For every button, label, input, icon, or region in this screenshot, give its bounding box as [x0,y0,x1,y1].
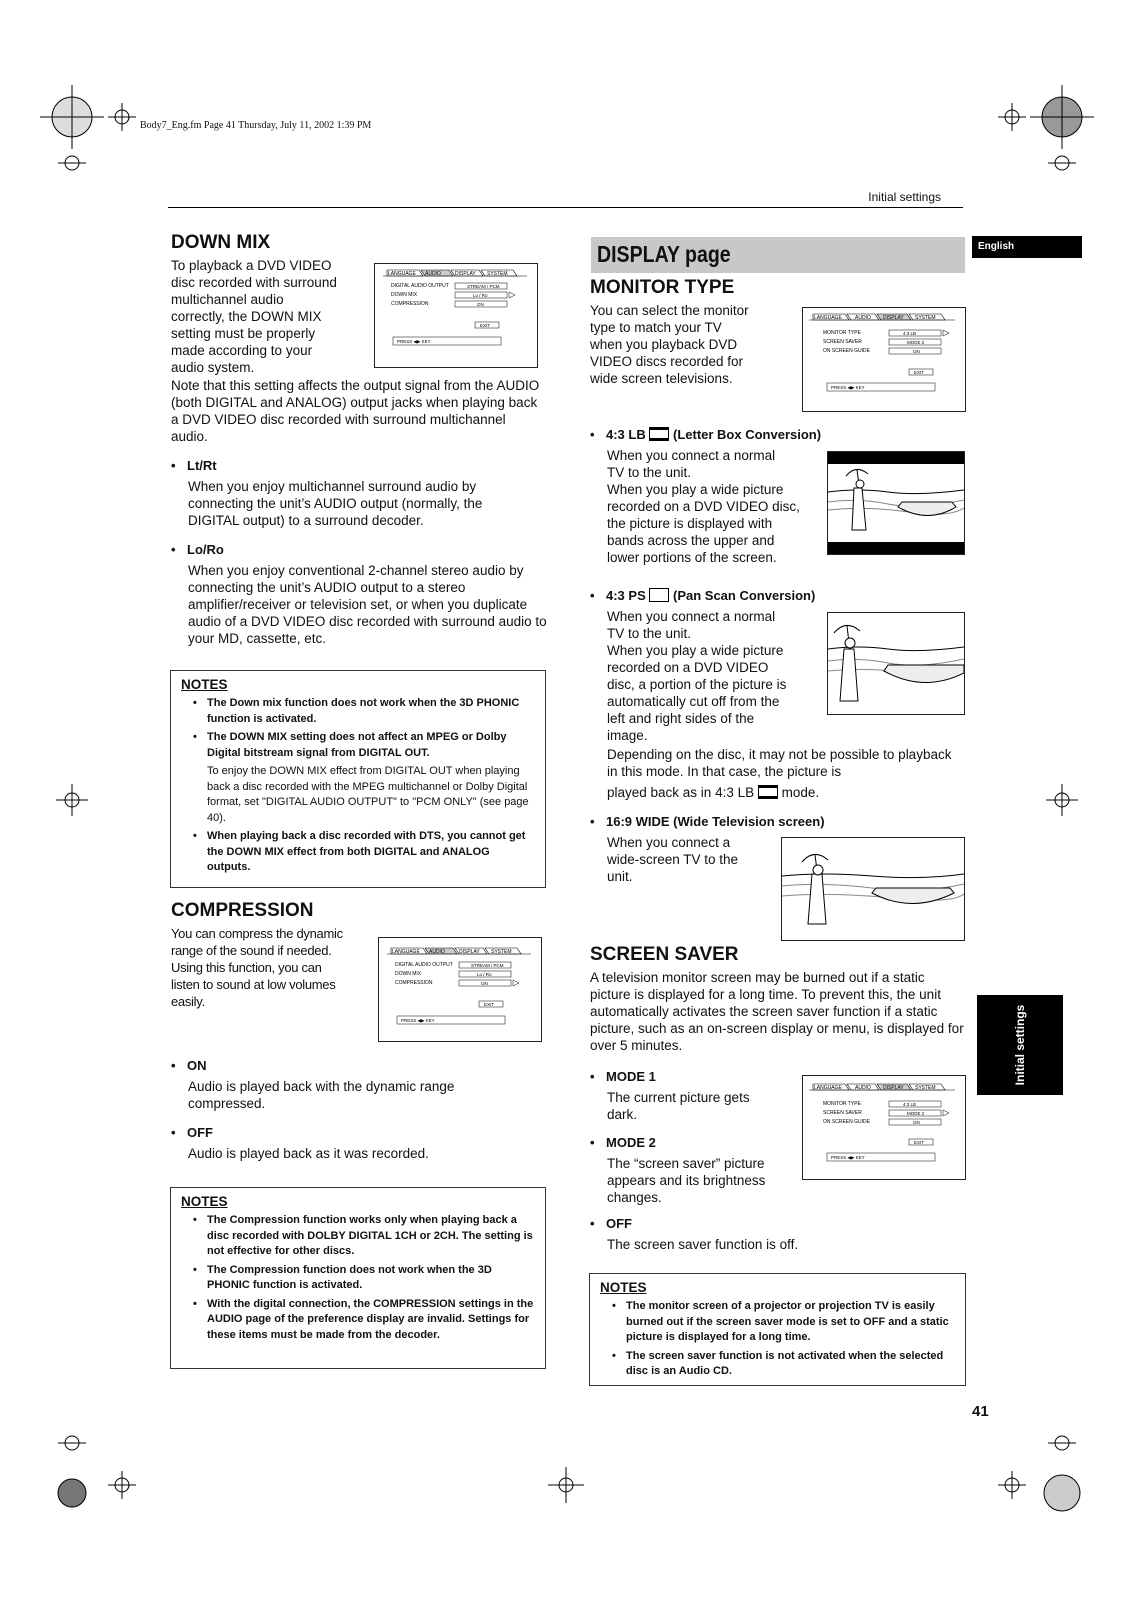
text-line: When you play a wide picture [607,482,784,497]
screen-saver-title: SCREEN SAVER [590,944,739,965]
osd-display-menu-2 [802,1075,966,1180]
language-tab: English [972,236,1082,258]
note-item: • When playing back a disc recorded with DTS, you cannot get the DOWN MIX effect from both DIGITAL and ANALOG outputs. [181,829,535,876]
notes-title: NOTES [600,1280,647,1295]
wide-label: • 16:9 WIDE (Wide Television screen) [590,814,825,829]
text-line: TV to the unit. [607,626,692,641]
ps-heading [590,588,815,603]
crop-mark-bottom-right [1044,1475,1080,1511]
intro-line: made according to your [171,343,313,358]
note-item: • The Compression function does not work when the 3D PHONIC function is activated. [181,1263,535,1294]
osd-value: Lo / Ro [473,293,488,298]
on-label: • ON [171,1058,207,1073]
ps-after-text: Depending on the disc, it may not be possible to playback in this mode. In that case, the picture is [607,747,952,779]
osd-value: 4:3 LB [903,331,917,336]
osd-item: COMPRESSION [395,980,433,986]
header-rule [168,207,963,208]
side-tab [977,995,1063,1095]
intro-line: easily. [171,994,205,1009]
ss-off-text: The screen saver function is off. [607,1237,799,1252]
osd-item: MONITOR TYPE [823,330,861,336]
osd-display-menu-1 [802,307,966,412]
text-line: disc, a portion of the picture is [607,677,787,692]
note-item: • With the digital connection, the COMPRESSION settings in the AUDIO page of the preference display are invalid. Settings for these items must be made from the decoder. [181,1297,535,1344]
osd-tab-audio: AUDIO [425,271,441,277]
downmix-intro [171,257,361,376]
osd-item: SCREEN SAVER [823,1110,862,1116]
osd-value: STREAM / PCM [467,284,500,289]
note-item: • The Compression function works only when playing back a disc recorded with DOLBY DIGITAL 1CH or 2CH. The setting is not effective for other discs. [181,1213,535,1260]
ss-off-label: • OFF [590,1216,632,1231]
note-item: • The DOWN MIX setting does not affect an MPEG or Dolby Digital bitstream signal from DIGITAL OUT. [181,730,535,761]
text-line: left and right sides of the [607,711,755,726]
text-line: When you connect a [607,835,731,850]
notes-box-downmix [170,670,546,888]
osd-press-key: PRESS ◀▶ KEY [831,385,865,390]
osd-exit: EXIT [480,323,491,328]
osd-tab-display: DISPLAY [883,315,904,321]
osd-tab-display: DISPLAY [883,1085,904,1091]
osd-press-key: PRESS ◀▶ KEY [397,339,431,344]
osd-item: DOWN MIX [395,971,422,977]
osd-item: ON SCREEN GUIDE [823,1119,870,1125]
ps-suffix: (Pan Scan Conversion) [673,588,816,603]
crop-mark-top-right [1030,85,1094,149]
osd-press-key: PRESS ◀▶ KEY [831,1155,865,1160]
mode2-text [607,1155,787,1206]
text-line: When you connect a normal [607,448,776,463]
osd-value: MODE 2 [907,1111,925,1116]
compression-intro [171,925,366,1010]
intro-line: range of the sound if needed. [171,943,332,958]
intro-line: Using this function, you can [171,960,322,975]
osd-audio-menu-2 [378,937,542,1042]
osd-audio-menu-1 [374,263,538,368]
lb-text [607,447,817,566]
note-item: • The monitor screen of a projector or projection TV is easily burned out if the screen saver mode is set to OFF and a static picture is displayed for a long time. [600,1299,955,1346]
osd-item: DOWN MIX [391,292,418,298]
osd-value: STREAM / PCM [471,963,504,968]
loro-text: When you enjoy conventional 2-channel stereo audio by connecting the unit’s AUDIO output to a stereo amplifier/receiver or television set, or when you duplicate audio of a DVD VIDEO disc recorded with surround audio to your MD, cassette, etc. [188,563,547,646]
loro-label: • Lo/Ro [171,542,224,557]
side-tab-label: Initial settings [1013,1004,1027,1086]
text-line: changes. [607,1190,662,1205]
osd-value: ON [477,302,484,307]
ps-label: 4:3 PS [606,588,646,603]
osd-item: MONITOR TYPE [823,1101,861,1107]
note-subtext: To enjoy the DOWN MIX effect from DIGITAL OUT when playing back a disc recorded with the MPEG multichannel or Dolby Digital format, set "DIGITAL AUDIO OUTPUT" to "PCM ONLY" (see page 40). [207,765,529,824]
mode2-label: • MODE 2 [590,1135,656,1150]
notes-box-compression [170,1187,546,1369]
osd-tab-audio: AUDIO [855,315,871,321]
off-text: Audio is played back as it was recorded. [188,1146,429,1161]
intro-line: disc recorded with surround [171,275,337,290]
osd-tab-language: LANGUAGE [392,949,420,955]
osd-exit: EXIT [914,1140,925,1145]
crop-mark-bottom-left [58,1479,86,1507]
osd-item: DIGITAL AUDIO OUTPUT [395,962,453,968]
osd-tab-language: LANGUAGE [814,1085,842,1091]
osd-tab-language: LANGUAGE [388,271,416,277]
page-number: 41 [972,1403,989,1420]
crop-mark-top-left [40,85,104,149]
downmix-title: DOWN MIX [171,232,271,253]
text-line: lower portions of the screen. [607,550,777,565]
osd-value: ON [913,349,920,354]
osd-tab-system: SYSTEM [487,271,508,277]
text-line: the picture is displayed with [607,516,773,531]
intro-line: listen to sound at low volumes [171,977,336,992]
compression-title: COMPRESSION [171,900,314,921]
text-line: unit. [607,869,633,884]
screen-saver-intro: A television monitor screen may be burned out if a static picture is displayed for a long time. To prevent this, the unit automatically activates the screen saver function if a static picture, such as an on-screen display or menu, is displayed for over 5 minutes. [590,970,964,1053]
osd-value: MODE 2 [907,340,925,345]
display-page-banner [591,237,965,273]
intro-line: multichannel audio [171,292,284,307]
mode1-text [607,1089,787,1123]
mode1-label: • MODE 1 [590,1069,656,1084]
ps-after-suffix: mode. [781,785,820,800]
off-label: • OFF [171,1125,213,1140]
text-line: image. [607,728,648,743]
text-line: bands across the upper and [607,533,775,548]
panscan-icon [649,588,669,602]
osd-exit: EXIT [484,1002,495,1007]
ps-text [607,608,817,744]
widescreen-illustration [781,837,965,941]
downmix-note: Note that this setting affects the output signal from the AUDIO (both DIGITAL and ANALOG) output jacks when playing back a DVD VIDEO disc recorded with surround multichannel audio. [171,378,540,444]
letterbox-icon [758,785,778,799]
text-line: TV to the unit. [607,465,692,480]
ltrt-label: • Lt/Rt [171,458,217,473]
osd-tab-system: SYSTEM [915,315,936,321]
osd-press-key: PRESS ◀▶ KEY [401,1018,435,1023]
text-line: wide-screen TV to the [607,852,739,867]
osd-item: ON SCREEN GUIDE [823,348,870,354]
notes-title: NOTES [181,677,228,692]
osd-item: COMPRESSION [391,301,429,307]
text-line: dark. [607,1107,638,1122]
osd-tab-language: LANGUAGE [814,315,842,321]
intro-line: correctly, the DOWN MIX [171,309,322,324]
ps-after-prefix: played back as in 4:3 LB [607,785,755,800]
notes-title: NOTES [181,1194,228,1209]
note-item: • The Down mix function does not work when the 3D PHONIC function is activated. [181,696,535,727]
intro-line: wide screen televisions. [590,371,733,386]
intro-line: audio system. [171,360,255,375]
osd-value: ON [481,981,488,986]
panscan-illustration [827,612,965,715]
osd-item: SCREEN SAVER [823,339,862,345]
text-line: recorded on a DVD VIDEO [607,660,769,675]
osd-tab-system: SYSTEM [491,949,512,955]
text-line: The “screen saver” picture [607,1156,765,1171]
ps-after-line [607,784,957,801]
running-head: Initial settings [868,190,941,204]
lb-label: 4:3 LB [606,427,646,442]
file-info: Body7_Eng.fm Page 41 Thursday, July 11, 2002 1:39 PM [140,120,372,131]
intro-line: VIDEO discs recorded for [590,354,744,369]
display-page-title: DISPLAY page [597,241,731,267]
note-item: • The screen saver function is not activated when the selected disc is an Audio CD. [600,1349,955,1380]
text-line: When you play a wide picture [607,643,784,658]
osd-tab-display: DISPLAY [459,949,480,955]
osd-tab-display: DISPLAY [455,271,476,277]
monitor-type-title: MONITOR TYPE [590,277,735,298]
intro-line: type to match your TV [590,320,722,335]
osd-tab-audio: AUDIO [429,949,445,955]
intro-line: You can compress the dynamic [171,926,343,941]
osd-value: 4:3 LB [903,1102,917,1107]
intro-line: setting must be properly [171,326,316,341]
letterbox-illustration [827,451,965,555]
ltrt-text: When you enjoy multichannel surround audio by connecting the unit’s AUDIO output (normally, the DIGITAL output) to a surround decoder. [188,479,483,528]
intro-line: You can select the monitor [590,303,749,318]
text-line: automatically cut off from the [607,694,780,709]
osd-value: Lo / Ro [477,972,492,977]
text-line: appears and its brightness [607,1173,766,1188]
text-line: The current picture gets [607,1090,750,1105]
intro-line: when you playback DVD [590,337,738,352]
osd-item: DIGITAL AUDIO OUTPUT [391,283,449,289]
lb-suffix: (Letter Box Conversion) [672,427,822,442]
monitor-intro [590,302,785,387]
osd-tab-system: SYSTEM [915,1085,936,1091]
intro-line: To playback a DVD VIDEO [171,258,332,273]
osd-value: ON [913,1120,920,1125]
lb-heading [590,427,821,442]
text-line: recorded on a DVD VIDEO disc, [607,499,800,514]
osd-tab-audio: AUDIO [855,1085,871,1091]
osd-exit: EXIT [914,370,925,375]
on-text: Audio is played back with the dynamic range compressed. [188,1079,455,1111]
text-line: When you connect a normal [607,609,776,624]
wide-text [607,834,777,885]
notes-box-screensaver [589,1273,966,1386]
letterbox-icon [649,427,669,441]
